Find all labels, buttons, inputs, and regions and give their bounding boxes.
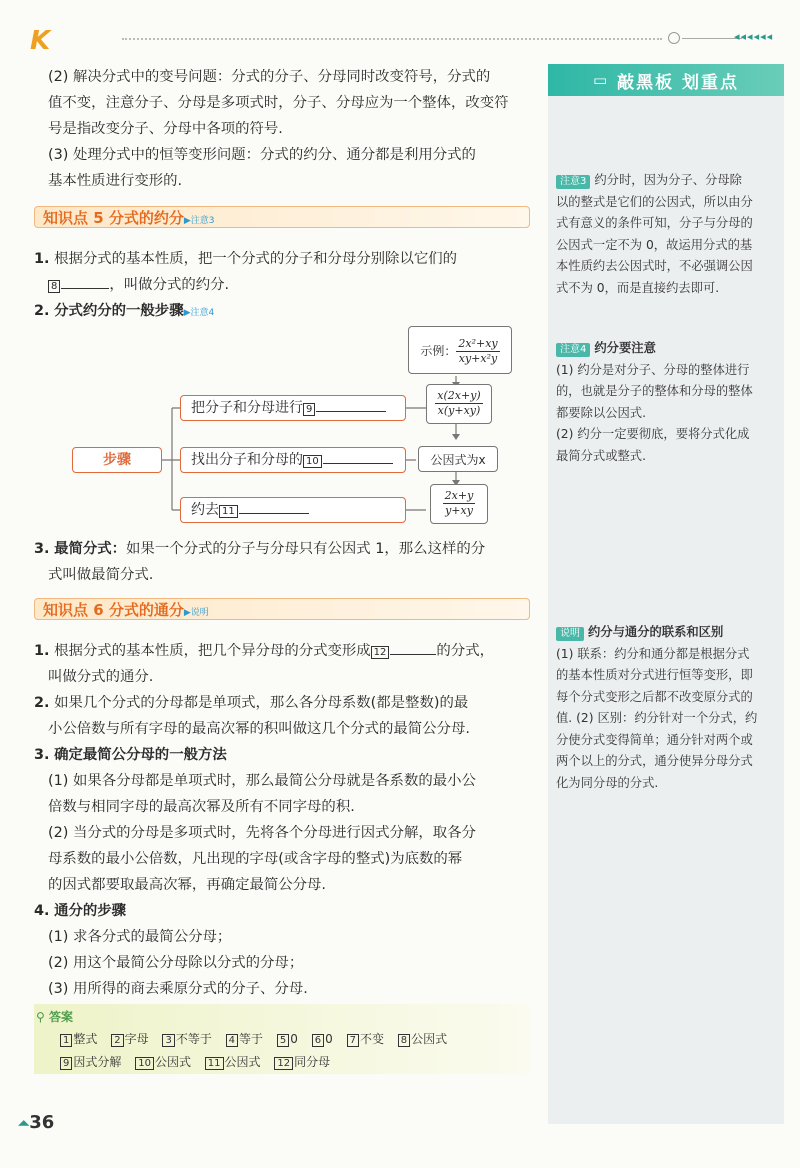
explanation: 说明 约分与通分的联系和区别 (1) 联系：约分和通分都是根据分式 的基本性质对分式进行恒等变形，即 每个分式变形之后都不改变原分式的 值. (2) 区别：约分针对一个分式，约 分使分式变得简单；通分针对两个或 两个以上的分式，通分使异分母分式 化为同分母的分式. <box>556 625 758 790</box>
s5-item2: 2. 分式约分的一般步骤▶注意4 <box>34 303 215 319</box>
flow-example: 示例： $\frac{\text{2x²+xy}}{\text{xy+x²y}}$ <box>408 326 512 374</box>
s6-item1: 1. 根据分式的基本性质，把几个异分母的分式变形成 12 的分式， 叫做分式的通分. <box>34 643 494 685</box>
knowledge-point-5: 知识点 5 分式的约分▶注意3 <box>34 206 530 228</box>
note3-tag: 注意3 <box>556 175 590 189</box>
explanation-tag: 说明 <box>556 627 584 641</box>
note3: 注意3 约分时，因为分子、分母除 以的整式是它们的公因式，所以由分 式有意义的条件可知，分子与分母的 公因式一定不为 0，故运用分式的基 本性质约去公因式时，不必强调公因 式不为 0，而是直接约去即可. <box>556 173 753 295</box>
flow-box-3: 约去 11 <box>180 497 406 523</box>
header-dotted-line <box>122 38 662 40</box>
note4: 注意4 约分要注意 (1) 约分是对分子、分母的整体进行 的，也就是分子的整体和分母的整体 都要除以公因式. (2) 约分一定要彻底，要将分式化成 最简分式或整式. <box>556 341 753 463</box>
header-arrows-icon: ◂◂◂◂◂◂ <box>734 30 774 43</box>
note4-tag: 注意4 <box>556 343 590 357</box>
answer-row-2: 9 因式分解 10 公因式 11 公因式 12 同分母 <box>60 1053 330 1070</box>
answer-heading: ⚲ 答案 <box>36 1010 73 1024</box>
s6-item2: 2. 如果几个分式的分母都是单项式，那么各分母系数(都是整数)的最 小公倍数与所有字母的最高次幂的积叫做这几个分式的最简公分母. <box>34 695 470 737</box>
intro-text: (2) 解决分式中的变号问题：分式的分子、分母同时改变符号，分式的 值不变，注意分子、分母是多项式时，分子、分母应为一个整体，改变符 号是指改变分子、分母中各项的符号. (3) 处理分式中的恒等变形问题：分式的约分、通分都是利用分式的 基本性质进行变形的. <box>48 69 509 189</box>
key-icon: ⚲ <box>36 1010 45 1024</box>
s6-item3: 3. 确定最简公分母的一般方法 (1) 如果各分母都是单项式时，那么最简公分母就是各系数的最小公 倍数与相同字母的最高次幂及所有不同字母的积. (2) 当分式的分母是多项式时，先将各个分母进行因式分解，取各分 母系数的最小公倍数，凡出现的字母(或含字母的整式)为底数的幂 的因式都要取最高次幂，再确定最简公分母. <box>34 747 476 893</box>
s6-item4: 4. 通分的步骤 (1) 求各分式的最简公分母； (2) 用这个最简公分母除以分式的分母； (3) 用所得的商去乘原分式的分子、分母. <box>34 903 308 997</box>
flow-step-label: 步骤 <box>72 447 162 473</box>
flow-common-factor: 公因式为x <box>418 446 498 472</box>
header-line <box>682 38 742 39</box>
s5-item3: 3. 最简分式：如果一个分式的分子与分母只有公因式 1，那么这样的分 式叫做最简分式. <box>34 541 486 583</box>
blackboard-icon: ▭ <box>592 71 610 89</box>
sidebar-title: ▭ 敲黑板 划重点 <box>548 64 784 96</box>
s5-item1: 1. 根据分式的基本性质，把一个分式的分子和分母分别除以它们的 8 ，叫做分式的约分. <box>34 251 458 293</box>
flow-box-1: 把分子和分母进行 9 <box>180 395 406 421</box>
flow-step-factored: $\frac{x(2x+y)}{x(y+xy)}$ <box>426 384 492 424</box>
header-circle <box>668 32 680 44</box>
page-figure-icon: ⏶ <box>18 1116 30 1132</box>
answer-row-1: 1 整式 2 字母 3 不等于 4 等于 5 0 6 0 7 不变 8 公因式 <box>60 1030 447 1047</box>
knowledge-point-6: 知识点 6 分式的通分▶说明 <box>34 598 530 620</box>
page-number: ⏶36 <box>18 1112 55 1133</box>
brand-logo: K <box>30 26 50 56</box>
flow-box-2: 找出分子和分母的 10 <box>180 447 406 473</box>
flow-step-result: $\frac{2x+y}{y+xy}$ <box>430 484 488 524</box>
